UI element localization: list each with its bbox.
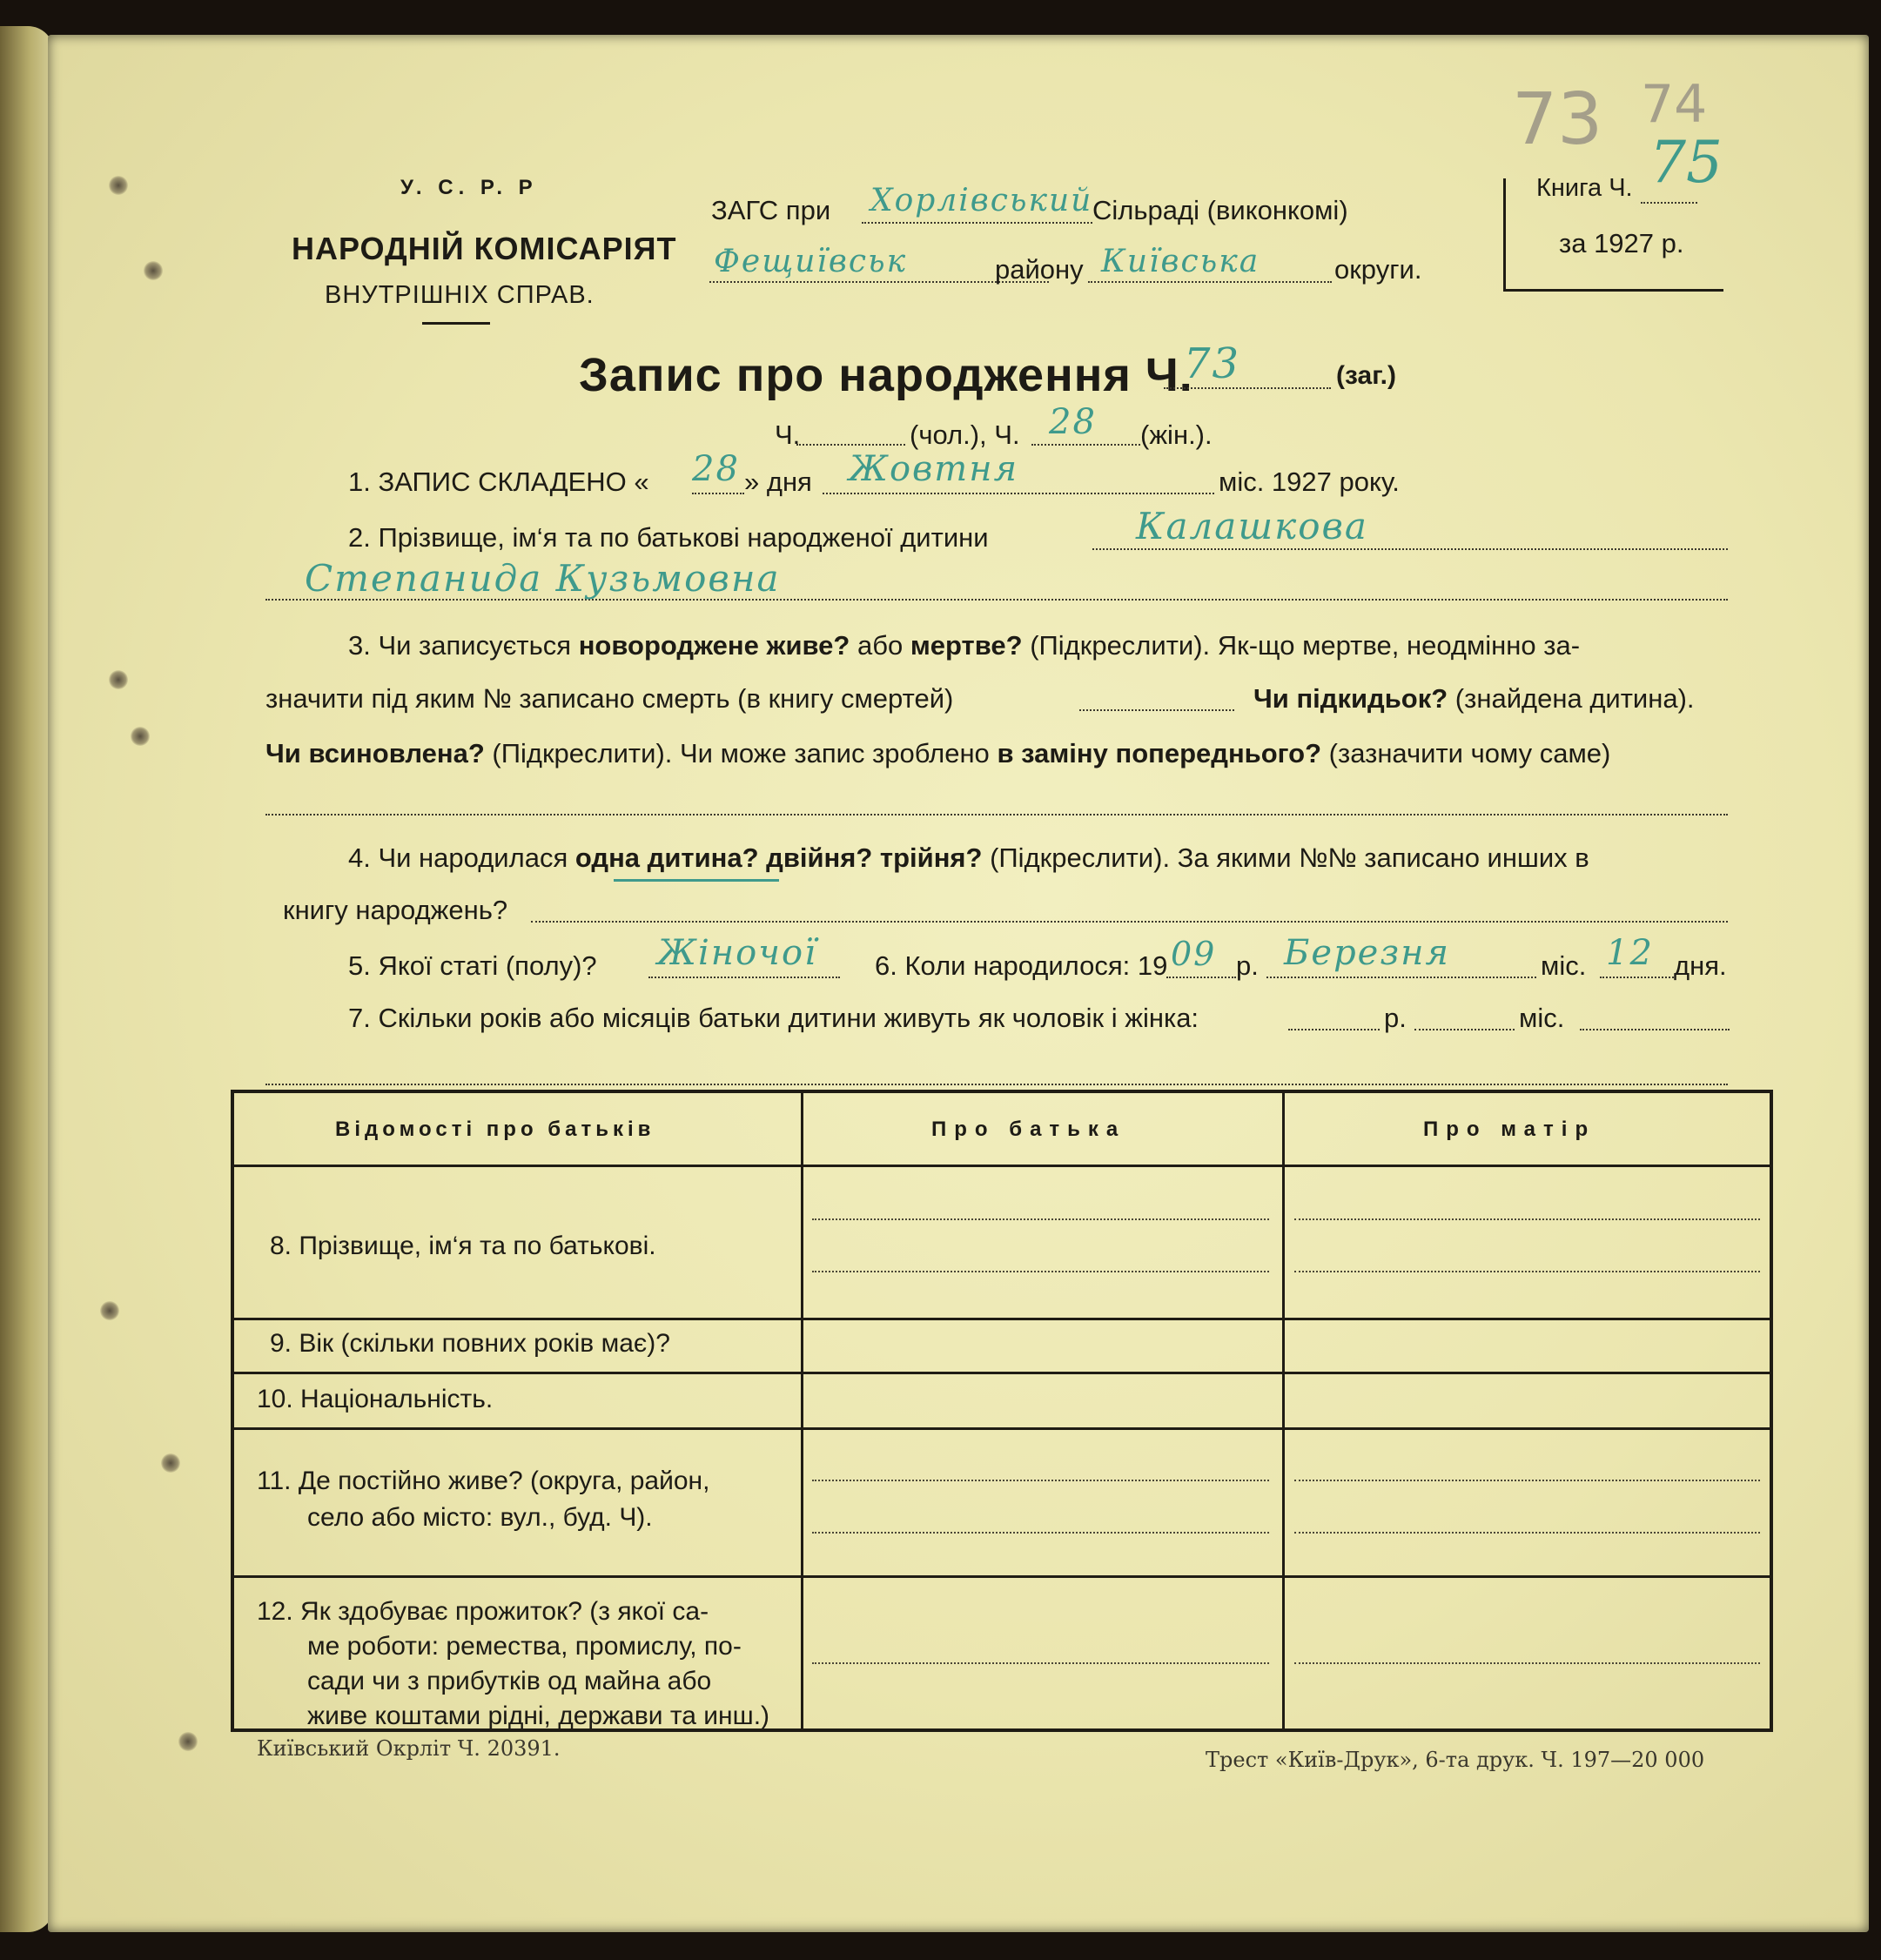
- row-10-nationality: 10. Національність.: [257, 1385, 494, 1413]
- header-parents-info: Відомості про батьків: [335, 1118, 655, 1141]
- item3-instruction: (Підкреслити). Як-що мертве, неодмінно за-: [1030, 630, 1581, 661]
- row-12-livelihood-a: 12. Як здобуває прожиток? (з якої са-: [257, 1597, 709, 1626]
- okrug-field-line: [1088, 281, 1332, 283]
- pin-hole: [109, 670, 128, 689]
- female-number-label: (жін.).: [1140, 420, 1213, 450]
- item7-label: 7. Скільки років або місяців батьки дитини живуть як чоловік і жінка:: [348, 1003, 1199, 1033]
- item2-label: 2. Прізвище, ім‘я та по батькові народженої дитини: [348, 522, 989, 553]
- book-number-handwritten: 75: [1649, 129, 1723, 196]
- row-8-fullname: 8. Прізвище, ім‘я та по батькові.: [270, 1232, 656, 1260]
- item3-replacement: в заміну попереднього?: [997, 738, 1322, 769]
- item7-months-line: [1414, 1029, 1515, 1030]
- father-residence-line: [812, 1532, 1269, 1534]
- row-12-livelihood-c: сади чи з прибутків од майна або: [307, 1667, 712, 1695]
- item4-options: одна дитина? двійня? трійня?: [574, 842, 983, 873]
- item3-line1: [348, 630, 1580, 661]
- table-divider-2: [1282, 1090, 1285, 1732]
- item3-reason: (зазначити чому саме): [1328, 738, 1611, 769]
- header-divider: [422, 322, 490, 325]
- item6-r: р.: [1236, 950, 1259, 981]
- mother-residence-line: [1294, 1480, 1760, 1481]
- birth-record-form: [48, 35, 1869, 1932]
- header-father: Про батька: [931, 1118, 1126, 1141]
- internal-affairs-label: ВНУТРІШНІХ СПРАВ.: [325, 281, 595, 309]
- book-number-line: [1641, 202, 1697, 204]
- item7-tail-line: [1580, 1029, 1730, 1030]
- district-label: району: [995, 254, 1084, 285]
- zags-council-handwritten: Хорлівський: [870, 183, 1093, 218]
- item3-death-number-line: [1079, 709, 1234, 711]
- mother-name-line: [1294, 1271, 1760, 1272]
- header-mother: Про матір: [1423, 1118, 1596, 1141]
- item4-line1: [348, 842, 1589, 874]
- republic-label: У. С. Р. Р: [400, 176, 538, 199]
- item6-day-line: [1600, 977, 1674, 978]
- item3-line3: [265, 738, 1610, 769]
- item3-foundling-note: (знайдена дитина).: [1454, 683, 1695, 714]
- item3-line2: [265, 683, 953, 715]
- item4-line2: книгу народжень?: [283, 895, 508, 925]
- child-surname-handwritten: Калашкова: [1136, 505, 1368, 547]
- item1-month-line: [823, 493, 1214, 494]
- item4-instruction: (Підкреслити). За якими №№ записано инших в: [990, 842, 1589, 873]
- item7-r: р.: [1384, 1003, 1407, 1033]
- pencil-number-2: 74: [1641, 74, 1708, 135]
- item1-month-handwritten: Жовтня: [849, 449, 1019, 489]
- record-total-suffix: (заг.): [1336, 361, 1397, 390]
- male-number-prefix: Ч.: [775, 420, 801, 450]
- item3-foundling: Чи підкидьок?: [1253, 683, 1448, 714]
- row-rule-11: [231, 1575, 1773, 1578]
- record-number-handwritten: 73: [1184, 339, 1241, 388]
- father-name-line: [812, 1218, 1269, 1220]
- birth-month-handwritten: Березня: [1284, 933, 1450, 973]
- item3-adopted: Чи всиновлена?: [265, 738, 485, 769]
- book-label: Книга Ч.: [1536, 174, 1633, 202]
- district-handwritten: Фещиївськ: [714, 244, 908, 279]
- sex-handwritten: Жіночої: [657, 933, 817, 973]
- pencil-number: 73: [1512, 78, 1603, 161]
- birth-year-handwritten: 09: [1171, 935, 1217, 973]
- row-rule-9: [231, 1372, 1773, 1374]
- footer-printer: Трест «Київ-Друк», 6-та друк. Ч. 197—20 000: [1206, 1748, 1705, 1772]
- item3-question: 3. Чи записується: [348, 630, 572, 661]
- item6-year-line: [1166, 977, 1236, 978]
- item1-day-label: » дня: [744, 467, 812, 497]
- record-title: Запис про народження Ч.: [579, 349, 1193, 401]
- female-number-handwritten: 28: [1049, 402, 1097, 442]
- birth-day-handwritten: 12: [1606, 933, 1654, 973]
- commissariat-title: НАРОДНІЙ КОМІСАРІЯТ: [292, 231, 677, 266]
- item1-label: 1. ЗАПИС СКЛАДЕНО «: [348, 467, 649, 497]
- father-name-line: [812, 1271, 1269, 1272]
- item3-or: або: [857, 630, 904, 661]
- item6-label: 6. Коли народилося: 19: [875, 950, 1168, 981]
- zags-prefix: ЗАГС при: [711, 195, 831, 225]
- item1-day-line: [692, 493, 744, 494]
- row-rule-10: [231, 1427, 1773, 1430]
- book-year: за 1927 р.: [1559, 228, 1684, 258]
- female-number-line: [1031, 444, 1140, 446]
- item4-line: [531, 921, 1728, 923]
- item1-year-label: міс. 1927 року.: [1219, 467, 1400, 497]
- item6-mis: міс.: [1541, 950, 1587, 981]
- mother-residence-line: [1294, 1532, 1760, 1534]
- okrug-label: округи.: [1334, 254, 1422, 285]
- pin-hole: [144, 261, 163, 280]
- row-12-livelihood-b: ме роботи: ремества, промислу, по-: [307, 1632, 742, 1661]
- mother-name-line: [1294, 1218, 1760, 1220]
- table-header-rule: [231, 1165, 1773, 1167]
- father-residence-line: [812, 1480, 1269, 1481]
- pin-hole: [100, 1301, 119, 1320]
- item3-dead: мертве?: [910, 630, 1023, 661]
- okrug-handwritten: Київська: [1101, 244, 1260, 279]
- pin-hole: [131, 727, 150, 746]
- item7-extra-line: [265, 1084, 1728, 1085]
- row-9-age: 9. Вік (скільки повних років має)?: [270, 1329, 670, 1358]
- item7-years-line: [1288, 1029, 1380, 1030]
- item3-replacement-question: (Підкреслити). Чи може запис зроблено: [492, 738, 990, 769]
- row-11-residence-a: 11. Де постійно живе? (округа, район,: [257, 1467, 710, 1495]
- zags-suffix: Сільраді (виконкомі): [1092, 195, 1348, 225]
- item4-question: 4. Чи народилася: [348, 842, 568, 873]
- item3-alive: новороджене живе?: [578, 630, 850, 661]
- zags-field-line: [862, 222, 1092, 224]
- footer-publisher: Київський Окрліт Ч. 20391.: [257, 1736, 561, 1761]
- item5-line: [648, 977, 840, 978]
- mother-livelihood-line: [1294, 1662, 1760, 1664]
- item3-death-number-label: значити під яким № записано смерть (в книгу смертей): [265, 683, 954, 714]
- row-rule-8: [231, 1318, 1773, 1320]
- male-number-label: (чол.), Ч.: [910, 420, 1020, 450]
- item4-underline-mark: [614, 879, 779, 882]
- male-number-line: [796, 444, 905, 446]
- pin-hole: [109, 176, 128, 195]
- row-11-residence-b: село або місто: вул., буд. Ч).: [307, 1503, 653, 1532]
- item6-month-line: [1266, 977, 1536, 978]
- item5-label: 5. Якої статі (полу)?: [348, 950, 597, 981]
- item3-reason-line: [265, 814, 1728, 816]
- pin-hole: [161, 1453, 180, 1473]
- item2-surname-line: [1092, 548, 1728, 550]
- item6-dnya: дня.: [1674, 950, 1727, 981]
- pin-hole: [178, 1732, 198, 1751]
- child-name-handwritten: Степанида Кузьмовна: [305, 557, 781, 600]
- item7-mis: міс.: [1519, 1003, 1565, 1033]
- table-divider-1: [801, 1090, 803, 1732]
- father-livelihood-line: [812, 1662, 1269, 1664]
- item1-day-handwritten: 28: [692, 449, 740, 489]
- previous-page-edge: [0, 26, 54, 1932]
- row-12-livelihood-d: живе коштами рідні, держави та инш.): [307, 1702, 770, 1730]
